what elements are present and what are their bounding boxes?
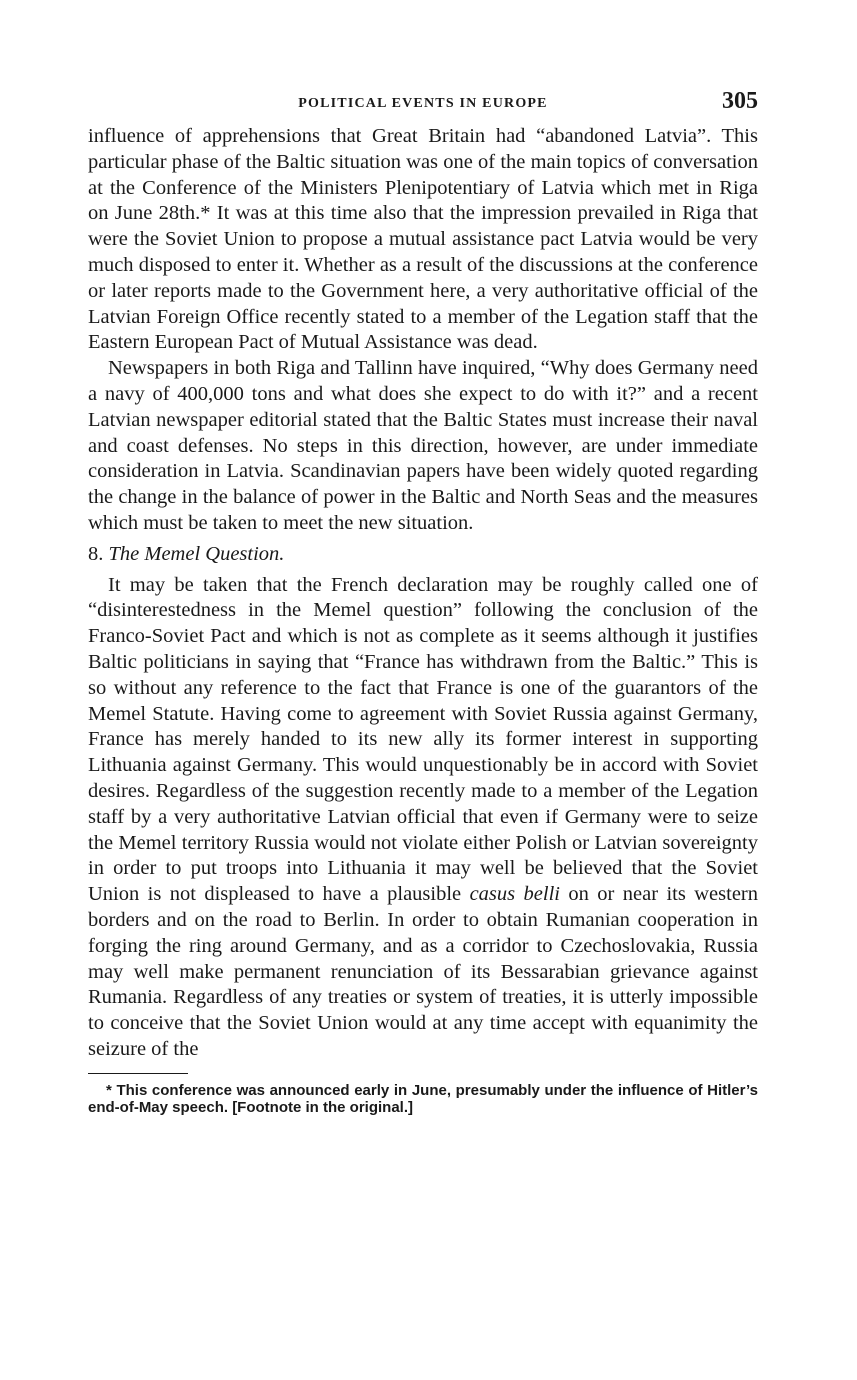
page-number: 305 bbox=[722, 88, 758, 114]
section-heading bbox=[88, 542, 758, 568]
section-title: The Memel Question. bbox=[108, 542, 285, 565]
body-text bbox=[88, 124, 758, 1063]
paragraph-memel-question bbox=[88, 573, 758, 1063]
paragraph-baltic-situation: influence of apprehensions that Great Britain had “abandoned Latvia”. This particular phase of the Baltic situation was one of the main topics of conversation at the Conference of the Ministers Plenipotentiary of Latvia which met in Riga on June 28th.* It was at this time also that the impression prevailed in Riga that were the Soviet Union to propose a mutual assistance pact Latvia would be very much disposed to enter it. Whether as a result of the discussions at the conference or later reports made to the Government here, a very authoritative official of the Latvian Foreign Office recently stated to a member of the Legation staff that the Eastern European Pact of Mutual Assistance was dead. bbox=[88, 125, 758, 354]
paragraph-memel-part-2: on or near its western borders and on the road to Berlin. In order to obtain Rumanian cooperation in forging the ring around Germany, and as a corridor to Czechoslovakia, Russia may well make permanent renunciation of its Bessarabian grievance against Rumania. Regardless of any treaties or system of treaties, it is utterly impossible to conceive that the Soviet Union would at any time accept with equanimity the seizure of the bbox=[88, 883, 759, 1060]
section-number: 8. bbox=[88, 542, 104, 565]
footnote-divider bbox=[88, 1073, 188, 1074]
paragraph-newspapers: Newspapers in both Riga and Tallinn have inquired, “Why does Germany need a navy of 400,000 tons and what does she expect to do with it?” and a recent Latvian newspaper editorial stated that the Baltic States must increase their naval and coast defenses. No steps in this direction, however, are under immediate consideration in Latvia. Scandinavian papers have been widely quoted regarding the change in the balance of power in the Baltic and North Seas and the measures which must be taken to meet the new situation. bbox=[88, 357, 758, 534]
running-title: POLITICAL EVENTS IN EUROPE bbox=[298, 96, 548, 111]
latin-phrase: casus belli bbox=[469, 883, 560, 906]
footnote: * This conference was announced early in June, presumably under the influence of Hitler’s end-of-May speech. [Footnote in the original.] bbox=[88, 1081, 758, 1116]
running-header bbox=[88, 88, 758, 124]
document-page bbox=[88, 88, 758, 1116]
paragraph-memel-part-1: It may be taken that the French declaration may be roughly called one of “disinterestedness in the Memel question” following the conclusion of the Franco-Soviet Pact and which is not as complete as it seems although it justifies Baltic politicians in saying that “France has withdrawn from the Baltic.” This is so without any reference to the fact that France is one of the guarantors of the Memel Statute. Having come to agreement with Soviet Russia against Germany, France has merely handed to its new ally its former interest in supporting Lithuania against Germany. This would unquestionably be in accord with Soviet desires. Regardless of the suggestion recently made to a member of the Legation staff by a very authoritative Latvian official that even if Germany were to seize the Memel territory Russia would not violate either Polish or Latvian sovereignty in order to put troops into Lithuania it may well be believed that the Soviet Union is not displeased to have a plausible bbox=[88, 573, 758, 906]
